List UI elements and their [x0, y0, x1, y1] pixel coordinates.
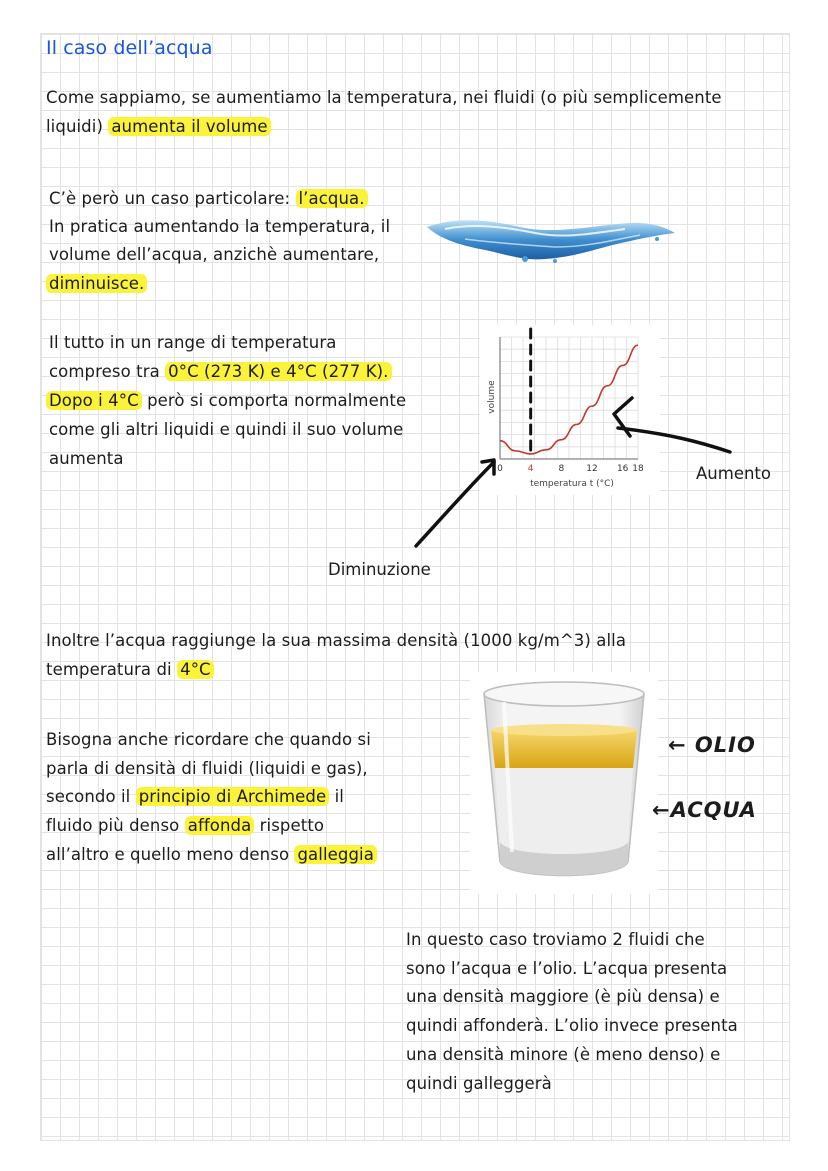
highlight-acqua: l’acqua. — [296, 189, 368, 208]
page-title: Il caso dell’acqua — [46, 37, 213, 59]
range-line-5: aumenta — [49, 449, 124, 468]
label-diminuzione: Diminuzione — [328, 560, 431, 579]
special-line-3: volume dell’acqua, anzichè aumentare, — [49, 245, 380, 264]
highlight-range: 0°C (273 K) e 4°C (277 K). — [165, 362, 391, 381]
conclusion-line-5: una densità minore (è meno denso) e — [406, 1045, 721, 1064]
archimede-line-5: all’altro e quello meno denso galleggia — [46, 840, 377, 869]
label-olio: ← OLIO — [668, 733, 756, 757]
chart-x-tick-label: 4 — [527, 464, 534, 474]
intro-line-2: liquidi) aumenta il volume — [46, 112, 271, 141]
special-line-2: In pratica aumentando la temperatura, il — [49, 217, 391, 236]
conclusion-line-1: In questo caso troviamo 2 fluidi che — [406, 930, 705, 949]
highlight-4c: 4°C — [177, 660, 214, 679]
chart-x-tick-label: 0 — [497, 464, 503, 474]
glass-oil-water-image — [470, 672, 658, 894]
arrow-aumento-icon — [600, 390, 740, 460]
highlight-principio-archimede: principio di Archimede — [136, 787, 330, 806]
density-line-2: temperatura di 4°C — [46, 655, 214, 684]
water-splash-image — [425, 213, 677, 265]
label-acqua: ←ACQUA — [652, 798, 757, 822]
chart-x-tick-label: 18 — [632, 464, 644, 474]
range-line-3: Dopo i 4°C però si comporta normalmente — [46, 386, 406, 415]
special-line-1: C’è però un caso particolare: l’acqua. — [49, 184, 368, 213]
label-aumento: Aumento — [696, 464, 771, 483]
archimede-line-2: parla di densità di fluidi (liquidi e gas), — [46, 759, 368, 778]
chart-ylabel: volume — [487, 380, 497, 414]
range-line-4: come gli altri liquidi e quindi il suo volume — [49, 420, 404, 439]
conclusion-line-4: quindi affonderà. L’olio invece presenta — [406, 1016, 738, 1035]
archimede-line-4: fluido più denso affonda rispetto — [46, 816, 325, 835]
intro-line-1: Come sappiamo, se aumentiamo la temperatura, nei fluidi (o più semplicemente — [46, 88, 722, 107]
archimede-line-3: secondo il principio di Archimede il — [46, 787, 344, 806]
conclusion-line-3: una densità maggiore (è più densa) e — [406, 987, 720, 1006]
highlight-diminuisce: diminuisce. — [46, 274, 147, 293]
highlight-dopo-4c: Dopo i 4°C — [46, 391, 142, 410]
chart-x-tick-label: 16 — [616, 464, 629, 474]
chart-xlabel: temperatura t (°C) — [530, 479, 614, 489]
conclusion-line-6: quindi galleggerà — [406, 1074, 552, 1093]
range-line-2: compreso tra 0°C (273 K) e 4°C (277 K). — [49, 357, 392, 386]
range-line-1: Il tutto in un range di temperatura — [49, 333, 337, 352]
special-line-4 — [46, 269, 147, 298]
chart-x-tick-label: 12 — [586, 464, 598, 474]
archimede-line-1: Bisogna anche ricordare che quando si — [46, 730, 371, 749]
chart-x-tick-label: 8 — [558, 464, 565, 474]
density-line-1: Inoltre l’acqua raggiunge la sua massima densità (1000 kg/m^3) alla — [46, 631, 627, 650]
arrow-diminuzione-icon — [410, 450, 510, 550]
conclusion-line-2: sono l’acqua e l’olio. L’acqua presenta — [406, 959, 728, 978]
highlight-galleggia: galleggia — [294, 845, 376, 864]
highlight-aumenta-volume: aumenta il volume — [108, 117, 270, 136]
highlight-affonda: affonda — [185, 816, 255, 835]
